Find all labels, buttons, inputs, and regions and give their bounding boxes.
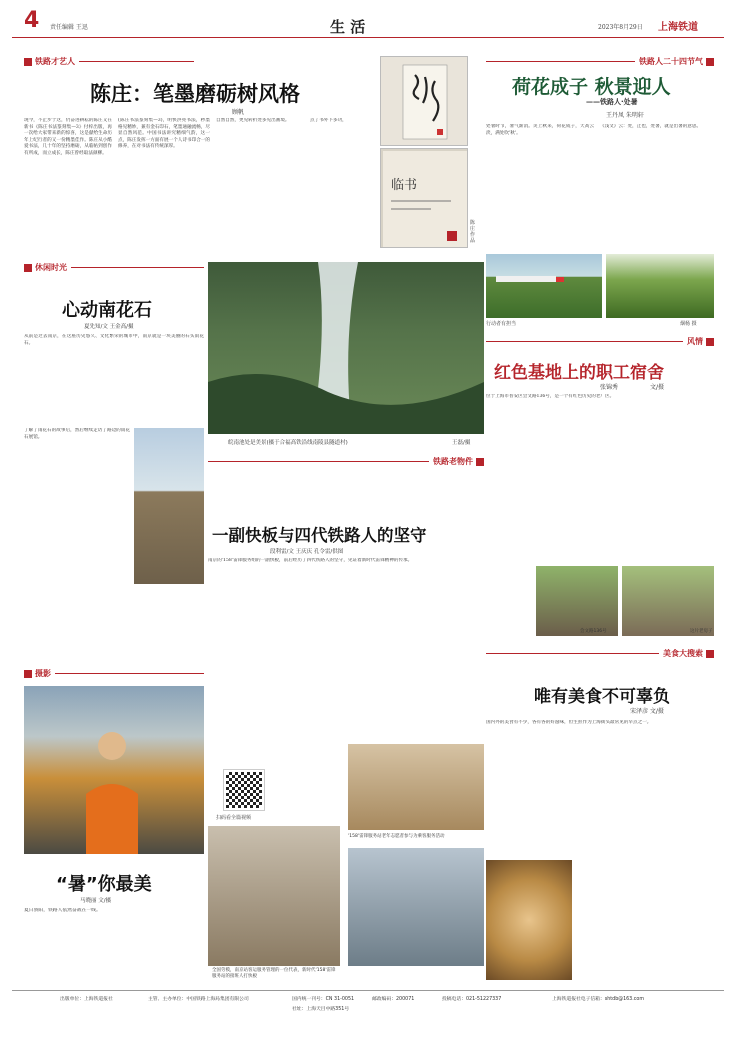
article-title-summer: “暑”你最美 bbox=[56, 874, 152, 895]
article-body-col1: 南京的'158'雷锋服务组的一副快板，前后经历了四代铁路人的坚守，见证着新时代雷锋精神的传承。 bbox=[208, 558, 413, 563]
train-icon bbox=[486, 254, 602, 318]
waterfall-icon bbox=[208, 262, 484, 434]
article-author: 顾帆 bbox=[232, 109, 245, 116]
svg-text:临书: 临书 bbox=[391, 178, 418, 193]
article-title-dormitory: 红色基地上的职工宿舍 bbox=[494, 363, 664, 383]
footer-owner: 主管、主办单位：中国铁路上海局集团有限公司 bbox=[148, 997, 249, 1002]
art2-photo-caption: 行动者有担当 bbox=[486, 321, 517, 327]
article-body-col1: 处暑时节，暑气渐消。炎上秋来，荷花成子，天高云淡，满处吹'秋'。 bbox=[486, 124, 594, 136]
photo-waterfall bbox=[208, 262, 484, 434]
paper-name: 上海铁道 bbox=[658, 22, 698, 33]
article-body: 夏日骄阳，铁路人依然奋战在一线。 bbox=[24, 908, 101, 913]
column-title: 生 活 bbox=[330, 18, 366, 36]
art2-photo-credit: 烟杨 摄 bbox=[680, 321, 697, 327]
article-title-lotus: 荷花成子 秋景迎人 bbox=[512, 76, 671, 98]
photo-dormitory-1 bbox=[536, 566, 618, 636]
photo-yuhua-building bbox=[134, 428, 204, 584]
editor-label: 责任编辑 王迅 bbox=[50, 24, 88, 31]
article-body-col2: 《浅文》云：处，止也，处暑，就是出暑的意思。 bbox=[600, 124, 702, 129]
article-author: 马晓丽 文/摄 bbox=[80, 898, 112, 904]
photo-shengjian bbox=[486, 860, 572, 980]
section-tag-leisure: 休闲时光 bbox=[24, 262, 204, 273]
photo-rice-field bbox=[486, 254, 602, 318]
section-tag-food: 美食大搜索 bbox=[486, 648, 714, 659]
dormitory-caption-2: 这片老房子 bbox=[690, 629, 713, 634]
article-body-col1: 从前是过去南京，在这座历史悠久、文化繁荣的城市中，南京就是一块美丽的石头雨花石。 bbox=[24, 334, 204, 346]
section-tag-photography: 摄影 bbox=[24, 668, 204, 679]
article-title-kuaiban: 一副快板与四代铁路人的坚守 bbox=[212, 526, 427, 545]
qr-code[interactable] bbox=[224, 770, 264, 810]
article-body-col2: 了解了雨花石的故事后，然后继续走访了路边的雨花石展馆。 bbox=[24, 428, 130, 440]
photo-dormitory-2 bbox=[622, 566, 714, 636]
qr-caption: 扫码看全篇视频 bbox=[216, 815, 252, 821]
article-body-col4: 点了书外下多功， bbox=[310, 118, 347, 123]
tag-marker bbox=[24, 58, 32, 66]
footer-issn: 国内统一刊号：CN 31-0051 bbox=[292, 997, 355, 1002]
article-title-chenzhuang: 陈庄：笔墨磨砺树风格 bbox=[90, 82, 300, 106]
article-subtitle: ——铁路人·处暑 bbox=[586, 98, 638, 106]
footer-postcode: 邮政编码：200071 bbox=[372, 997, 415, 1002]
page-number: 4 bbox=[24, 8, 40, 33]
photo-summer-worker bbox=[24, 686, 204, 854]
photo-kuaiban-2 bbox=[348, 848, 484, 966]
article-author: 段利雷/文 王庆庆 孔令雷/供图 bbox=[270, 549, 344, 555]
mid-photo-caption: 皖南池处是美景(摄于合福高铁沿线南陵县隧道村) bbox=[228, 440, 348, 446]
section-tag-talent: 铁路才艺人 bbox=[24, 56, 194, 67]
photo-rice-plants bbox=[606, 254, 714, 318]
article-author: 夏先知/文 王金高/摄 bbox=[84, 324, 134, 330]
photo-kuaiban-old bbox=[348, 744, 484, 830]
footer-email: 上海铁道报社电子信箱：shtdb@163.com bbox=[552, 997, 644, 1002]
worker-icon bbox=[24, 686, 204, 854]
section-tag-old-items: 铁路老物件 bbox=[208, 456, 484, 467]
article-author: 张锦秀 bbox=[600, 384, 619, 391]
article-author: 王丹凤 朱明轩 bbox=[606, 112, 644, 119]
section-tag-customs: 风情 bbox=[486, 336, 714, 347]
page-footer bbox=[12, 990, 724, 1030]
footer-publisher: 出版单位：上海铁道报社 bbox=[60, 997, 113, 1002]
section-tag-solar-term: 铁路人二十四节气 bbox=[486, 56, 714, 67]
art1-image-caption: 陈庄作品 bbox=[470, 220, 476, 244]
article-author-suffix: 文/摄 bbox=[650, 384, 665, 391]
mid-photo-credit: 王磊/摄 bbox=[452, 440, 471, 446]
calligraphy-image-bottom bbox=[380, 148, 468, 248]
page-header bbox=[12, 8, 724, 38]
issue-date: 2023年8月29日 bbox=[598, 24, 643, 31]
article-body-col1: 国内外的美食有不少，各有各的好滋味，但生煎作为上海街头最常见的早点之一。 bbox=[486, 720, 652, 725]
kuaiban-caption-2: '158'雷锋服务站老年志愿者参与为乘客服务活动 bbox=[348, 834, 445, 839]
footer-address: 社址：上海天目中路351号 bbox=[292, 1007, 350, 1012]
calligraphy-icon bbox=[381, 57, 468, 146]
book-cover-icon bbox=[381, 149, 468, 248]
article-body-col1: 位于上海市普安区会文路136号，是一个有红色历史的老厂区。 bbox=[486, 394, 615, 399]
photo-kuaiban-1 bbox=[208, 826, 340, 966]
article-title-yuhuashi: 心动南花石 bbox=[62, 300, 152, 321]
article-body-col1: 现今，不止步于这，仍奋进耕耘的陈庄又在新书《陈庄书法篆刻集—3》付梓出版，再一次给大家带来新的惊喜，这是献给生命历年上纪行者的又一份精墨佳作。陈庄从小酷爱书法，几十年的坚持磨砺，从临帖到创作有所成，而立成长，陈庄曾经取法颜柳。 bbox=[24, 118, 112, 156]
calligraphy-image-top bbox=[380, 56, 468, 146]
dormitory-caption-1: 会文路136号 bbox=[580, 629, 607, 634]
article-body-col2: (陈庄书法篆刻集—3)，明快洪亮书法，秒墨格见精妙，兼有金石印石，笔墨通融流畅，尽显自然风范。中国书法讲究精细气韵，这一点，陈庄发挥一方面有展一个人诗书印合一的修养，在对书法有传统深厚。 bbox=[118, 118, 210, 150]
kuaiban-caption-1: 全国劳模，南京站客运服务管理的一位代表，新时代'158'雷锋服务站的接班人打快板 bbox=[212, 968, 336, 979]
article-author: 宋泽彦 文/摄 bbox=[630, 708, 664, 715]
footer-phone: 投稿电话：021-51227337 bbox=[442, 997, 502, 1002]
article-body-col3: 自然自然，更见转折处多见出画境。 bbox=[216, 118, 290, 123]
article-title-food: 唯有美食不可辜负 bbox=[534, 687, 670, 707]
